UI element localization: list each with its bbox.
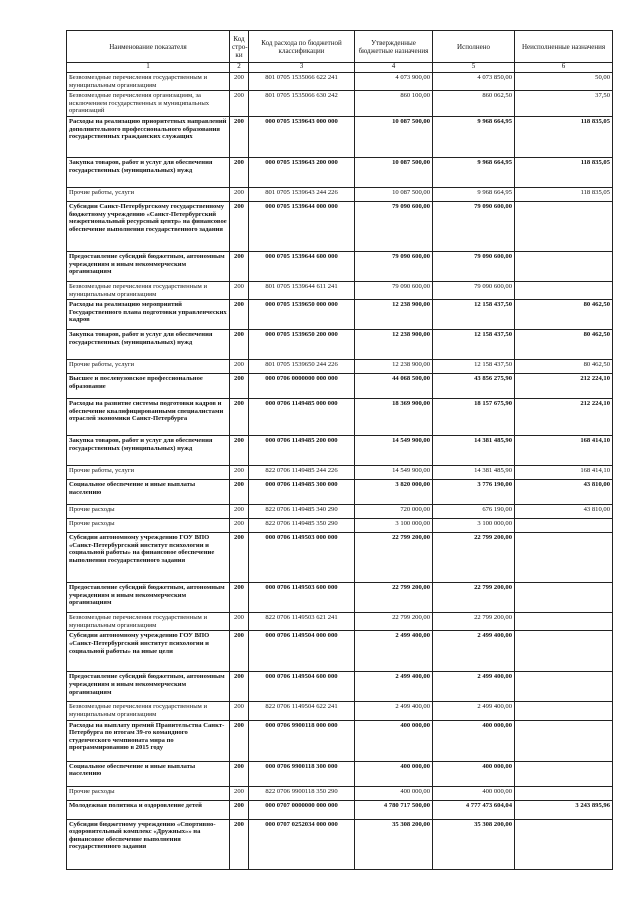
unexecuted-amount-cell <box>515 819 613 869</box>
table-body <box>67 73 613 870</box>
unexecuted-amount-cell <box>515 672 613 702</box>
executed-amount-cell: 860 062,50 <box>433 91 515 117</box>
unexecuted-amount-cell <box>515 251 613 281</box>
indicator-name-cell: Прочие работы, услуги <box>67 360 230 374</box>
column-number: 4 <box>355 63 433 73</box>
unexecuted-amount-cell <box>515 761 613 786</box>
table-row <box>67 201 613 251</box>
table-row <box>67 399 613 436</box>
indicator-name-cell: Прочие расходы <box>67 519 230 533</box>
table-row <box>67 330 613 360</box>
header-expense-code: Код расхода по бюджетной классификации <box>249 31 355 63</box>
approved-amount-cell: 400 000,00 <box>355 720 433 761</box>
unexecuted-amount-cell <box>515 281 613 299</box>
table-row <box>67 157 613 187</box>
executed-amount-cell: 400 000,00 <box>433 786 515 800</box>
indicator-name-cell: Прочие работы, услуги <box>67 187 230 201</box>
approved-amount-cell: 79 090 600,00 <box>355 281 433 299</box>
indicator-name-cell: Закупка товаров, работ и услуг для обеспечения государственных (муниципальных) нужд <box>67 157 230 187</box>
table-row <box>67 505 613 519</box>
approved-amount-cell: 10 087 500,00 <box>355 187 433 201</box>
budget-report-page <box>66 30 612 870</box>
indicator-name-cell: Субсидии Санкт-Петербургскому государственному бюджетному учреждению «Санкт-Петербургский межрегиональный ресурсный центр» на финансовое обеспечение выполнения государственного задания <box>67 201 230 251</box>
table-row <box>67 533 613 583</box>
expense-code-cell: 801 0705 1539650 244 226 <box>249 360 355 374</box>
line-code-cell: 200 <box>230 251 249 281</box>
approved-amount-cell: 400 000,00 <box>355 761 433 786</box>
line-code-cell: 200 <box>230 761 249 786</box>
expense-code-cell: 000 0706 9900118 300 000 <box>249 761 355 786</box>
executed-amount-cell: 35 308 200,00 <box>433 819 515 869</box>
header-approved: Утвержденные бюджетные назначения <box>355 31 433 63</box>
executed-amount-cell: 79 090 600,00 <box>433 251 515 281</box>
expense-code-cell: 801 0705 1539644 611 241 <box>249 281 355 299</box>
unexecuted-amount-cell: 43 810,00 <box>515 480 613 505</box>
indicator-name-cell: Безвозмездные перечисления государственным и муниципальным организациям <box>67 702 230 720</box>
expense-code-cell: 822 0706 1149485 244 226 <box>249 466 355 480</box>
line-code-cell: 200 <box>230 300 249 330</box>
expense-code-cell: 000 0706 1149485 000 000 <box>249 399 355 436</box>
table-row <box>67 583 613 613</box>
expense-code-cell: 822 0706 1149485 340 290 <box>249 505 355 519</box>
header-unexecuted: Неисполненные назначения <box>515 31 613 63</box>
unexecuted-amount-cell <box>515 519 613 533</box>
unexecuted-amount-cell: 212 224,10 <box>515 399 613 436</box>
executed-amount-cell: 9 968 664,95 <box>433 116 515 157</box>
table-row <box>67 672 613 702</box>
indicator-name-cell: Прочие расходы <box>67 786 230 800</box>
table-row <box>67 819 613 869</box>
line-code-cell: 200 <box>230 505 249 519</box>
expense-code-cell: 000 0706 1149485 300 000 <box>249 480 355 505</box>
unexecuted-amount-cell: 168 414,10 <box>515 436 613 466</box>
approved-amount-cell: 2 499 400,00 <box>355 631 433 672</box>
expense-code-cell: 000 0706 1149503 000 000 <box>249 533 355 583</box>
unexecuted-amount-cell <box>515 613 613 631</box>
unexecuted-amount-cell: 80 462,50 <box>515 330 613 360</box>
approved-amount-cell: 79 090 600,00 <box>355 201 433 251</box>
unexecuted-amount-cell: 3 243 895,96 <box>515 800 613 819</box>
indicator-name-cell: Расходы на выплату премий Правительства Санкт-Петербурга по итогам 39-го командного студенческого чемпионата мира по программированию в 2015 году <box>67 720 230 761</box>
line-code-cell: 200 <box>230 91 249 117</box>
executed-amount-cell: 9 968 664,95 <box>433 157 515 187</box>
expense-code-cell: 822 0706 1149485 350 290 <box>249 519 355 533</box>
executed-amount-cell: 79 090 600,00 <box>433 281 515 299</box>
executed-amount-cell: 14 381 485,90 <box>433 466 515 480</box>
indicator-name-cell: Безвозмездные перечисления государственным и муниципальным организациям <box>67 281 230 299</box>
indicator-name-cell: Предоставление субсидий бюджетным, автономным учреждениям и иным некоммерческим организациям <box>67 583 230 613</box>
expense-code-cell: 000 0705 1539643 000 000 <box>249 116 355 157</box>
indicator-name-cell: Закупка товаров, работ и услуг для обеспечения государственных (муниципальных) нужд <box>67 436 230 466</box>
header-indicator-name: Наименование показателя <box>67 31 230 63</box>
line-code-cell: 200 <box>230 672 249 702</box>
executed-amount-cell: 12 158 437,50 <box>433 330 515 360</box>
unexecuted-amount-cell: 43 810,00 <box>515 505 613 519</box>
indicator-name-cell: Закупка товаров, работ и услуг для обеспечения государственных (муниципальных) нужд <box>67 330 230 360</box>
unexecuted-amount-cell: 80 462,50 <box>515 360 613 374</box>
table-row <box>67 613 613 631</box>
table-row <box>67 720 613 761</box>
unexecuted-amount-cell: 118 835,05 <box>515 116 613 157</box>
approved-amount-cell: 22 799 200,00 <box>355 583 433 613</box>
approved-amount-cell: 3 100 000,00 <box>355 519 433 533</box>
executed-amount-cell: 2 499 400,00 <box>433 702 515 720</box>
line-code-cell: 200 <box>230 583 249 613</box>
indicator-name-cell: Молодежная политика и оздоровление детей <box>67 800 230 819</box>
line-code-cell: 200 <box>230 631 249 672</box>
line-code-cell: 200 <box>230 399 249 436</box>
line-code-cell: 200 <box>230 819 249 869</box>
executed-amount-cell: 18 157 675,90 <box>433 399 515 436</box>
table-row <box>67 519 613 533</box>
line-code-cell: 200 <box>230 466 249 480</box>
line-code-cell: 200 <box>230 201 249 251</box>
approved-amount-cell: 79 090 600,00 <box>355 251 433 281</box>
indicator-name-cell: Прочие работы, услуги <box>67 466 230 480</box>
unexecuted-amount-cell <box>515 702 613 720</box>
executed-amount-cell: 22 799 200,00 <box>433 613 515 631</box>
approved-amount-cell: 3 820 000,00 <box>355 480 433 505</box>
indicator-name-cell: Расходы на реализацию мероприятий Государственного плана подготовки управленческих кадров <box>67 300 230 330</box>
table-row <box>67 702 613 720</box>
expense-code-cell: 000 0705 1539650 200 000 <box>249 330 355 360</box>
executed-amount-cell: 9 968 664,95 <box>433 187 515 201</box>
executed-amount-cell: 2 499 400,00 <box>433 672 515 702</box>
executed-amount-cell: 22 799 200,00 <box>433 583 515 613</box>
line-code-cell: 200 <box>230 786 249 800</box>
indicator-name-cell: Предоставление субсидий бюджетным, автономным учреждениям и иным некоммерческим организациям <box>67 672 230 702</box>
expense-code-cell: 000 0705 1539644 600 000 <box>249 251 355 281</box>
unexecuted-amount-cell: 118 835,05 <box>515 157 613 187</box>
indicator-name-cell: Прочие расходы <box>67 505 230 519</box>
table-row <box>67 251 613 281</box>
line-code-cell: 200 <box>230 436 249 466</box>
approved-amount-cell: 4 780 717 500,00 <box>355 800 433 819</box>
executed-amount-cell: 3 776 190,00 <box>433 480 515 505</box>
expense-code-cell: 000 0706 1149504 000 000 <box>249 631 355 672</box>
executed-amount-cell: 43 856 275,90 <box>433 374 515 399</box>
expense-code-cell: 000 0706 1149503 600 000 <box>249 583 355 613</box>
executed-amount-cell: 12 158 437,50 <box>433 300 515 330</box>
indicator-name-cell: Безвозмездные перечисления государственным и муниципальным организациям <box>67 73 230 91</box>
unexecuted-amount-cell <box>515 720 613 761</box>
table-row <box>67 360 613 374</box>
table-header-row <box>67 31 613 63</box>
column-number: 2 <box>230 63 249 73</box>
unexecuted-amount-cell: 37,50 <box>515 91 613 117</box>
unexecuted-amount-cell <box>515 533 613 583</box>
approved-amount-cell: 720 000,00 <box>355 505 433 519</box>
line-code-cell: 200 <box>230 720 249 761</box>
table-row <box>67 800 613 819</box>
table-row <box>67 631 613 672</box>
executed-amount-cell: 22 799 200,00 <box>433 533 515 583</box>
unexecuted-amount-cell <box>515 583 613 613</box>
expense-code-cell: 000 0706 1149504 600 000 <box>249 672 355 702</box>
table-row <box>67 281 613 299</box>
column-number: 1 <box>67 63 230 73</box>
executed-amount-cell: 79 090 600,00 <box>433 201 515 251</box>
column-number: 3 <box>249 63 355 73</box>
executed-amount-cell: 4 073 850,00 <box>433 73 515 91</box>
indicator-name-cell: Безвозмездные перечисления государственным и муниципальным организациям <box>67 613 230 631</box>
approved-amount-cell: 2 499 400,00 <box>355 672 433 702</box>
line-code-cell: 200 <box>230 702 249 720</box>
line-code-cell: 200 <box>230 480 249 505</box>
table-row <box>67 374 613 399</box>
executed-amount-cell: 4 777 473 604,04 <box>433 800 515 819</box>
indicator-name-cell: Субсидии бюджетному учреждению «Спортивно-оздоровительный комплекс «Дружных»» на финансовое обеспечение выполнения государственного задания <box>67 819 230 869</box>
expense-code-cell: 000 0705 1539643 200 000 <box>249 157 355 187</box>
expense-code-cell: 801 0705 1539643 244 226 <box>249 187 355 201</box>
table-row <box>67 786 613 800</box>
line-code-cell: 200 <box>230 360 249 374</box>
indicator-name-cell: Расходы на реализацию приоритетных направлений дополнительного профессионального образования государственных гражданских служащих <box>67 116 230 157</box>
approved-amount-cell: 400 000,00 <box>355 786 433 800</box>
indicator-name-cell: Расходы на развитие системы подготовки кадров и обеспечение квалифицированными специалистами отраслей экономики Санкт-Петербурга <box>67 399 230 436</box>
approved-amount-cell: 12 238 900,00 <box>355 330 433 360</box>
line-code-cell: 200 <box>230 116 249 157</box>
expense-code-cell: 801 0705 1535066 630 242 <box>249 91 355 117</box>
approved-amount-cell: 14 549 900,00 <box>355 436 433 466</box>
indicator-name-cell: Высшее и послевузовское профессиональное образование <box>67 374 230 399</box>
line-code-cell: 200 <box>230 374 249 399</box>
line-code-cell: 200 <box>230 330 249 360</box>
expense-code-cell: 000 0705 1539650 000 000 <box>249 300 355 330</box>
expense-code-cell: 000 0707 0252034 000 000 <box>249 819 355 869</box>
indicator-name-cell: Безвозмездные перечисления организациям, за исключением государственных и муниципальных организаций <box>67 91 230 117</box>
line-code-cell: 200 <box>230 187 249 201</box>
approved-amount-cell: 14 549 900,00 <box>355 466 433 480</box>
expense-code-cell: 801 0705 1535066 622 241 <box>249 73 355 91</box>
table-row <box>67 480 613 505</box>
header-line-code: Код стро-ки <box>230 31 249 63</box>
expense-code-cell: 822 0706 9900118 350 290 <box>249 786 355 800</box>
line-code-cell: 200 <box>230 613 249 631</box>
unexecuted-amount-cell <box>515 786 613 800</box>
approved-amount-cell: 2 499 400,00 <box>355 702 433 720</box>
approved-amount-cell: 22 799 200,00 <box>355 613 433 631</box>
column-number-row <box>67 63 613 73</box>
line-code-cell: 200 <box>230 281 249 299</box>
approved-amount-cell: 44 068 500,00 <box>355 374 433 399</box>
expense-code-cell: 822 0706 1149504 622 241 <box>249 702 355 720</box>
expense-code-cell: 000 0706 1149485 200 000 <box>249 436 355 466</box>
table-row <box>67 761 613 786</box>
table-row <box>67 466 613 480</box>
expense-code-cell: 000 0706 9900118 000 000 <box>249 720 355 761</box>
expense-code-cell: 822 0706 1149503 621 241 <box>249 613 355 631</box>
expense-code-cell: 000 0707 0000000 000 000 <box>249 800 355 819</box>
unexecuted-amount-cell: 118 835,05 <box>515 187 613 201</box>
indicator-name-cell: Социальное обеспечение и иные выплаты населению <box>67 480 230 505</box>
line-code-cell: 200 <box>230 73 249 91</box>
executed-amount-cell: 676 190,00 <box>433 505 515 519</box>
indicator-name-cell: Субсидии автономному учреждению ГОУ ВПО «Санкт-Петербургский институт психологии и социальной работы» на иные цели <box>67 631 230 672</box>
approved-amount-cell: 10 087 500,00 <box>355 157 433 187</box>
approved-amount-cell: 860 100,00 <box>355 91 433 117</box>
unexecuted-amount-cell: 50,00 <box>515 73 613 91</box>
executed-amount-cell: 400 000,00 <box>433 761 515 786</box>
header-executed: Исполнено <box>433 31 515 63</box>
expense-code-cell: 000 0706 0000000 000 000 <box>249 374 355 399</box>
table-row <box>67 187 613 201</box>
approved-amount-cell: 12 238 900,00 <box>355 300 433 330</box>
unexecuted-amount-cell <box>515 201 613 251</box>
table-row <box>67 73 613 91</box>
table-row <box>67 116 613 157</box>
line-code-cell: 200 <box>230 519 249 533</box>
table-row <box>67 91 613 117</box>
executed-amount-cell: 14 381 485,90 <box>433 436 515 466</box>
line-code-cell: 200 <box>230 533 249 583</box>
expense-code-cell: 000 0705 1539644 000 000 <box>249 201 355 251</box>
executed-amount-cell: 400 000,00 <box>433 720 515 761</box>
approved-amount-cell: 18 369 900,00 <box>355 399 433 436</box>
indicator-name-cell: Субсидии автономному учреждению ГОУ ВПО «Санкт-Петербургский институт психологии и социальной работы» на финансовое обеспечение выполнения государственного задания <box>67 533 230 583</box>
line-code-cell: 200 <box>230 800 249 819</box>
approved-amount-cell: 35 308 200,00 <box>355 819 433 869</box>
approved-amount-cell: 12 238 900,00 <box>355 360 433 374</box>
executed-amount-cell: 12 158 437,50 <box>433 360 515 374</box>
table-row <box>67 436 613 466</box>
unexecuted-amount-cell <box>515 631 613 672</box>
approved-amount-cell: 10 087 500,00 <box>355 116 433 157</box>
approved-amount-cell: 4 073 900,00 <box>355 73 433 91</box>
approved-amount-cell: 22 799 200,00 <box>355 533 433 583</box>
unexecuted-amount-cell: 80 462,50 <box>515 300 613 330</box>
unexecuted-amount-cell: 168 414,10 <box>515 466 613 480</box>
budget-execution-table <box>66 30 613 870</box>
table-row <box>67 300 613 330</box>
column-number: 6 <box>515 63 613 73</box>
executed-amount-cell: 2 499 400,00 <box>433 631 515 672</box>
indicator-name-cell: Предоставление субсидий бюджетным, автономным учреждениям и иным некоммерческим организациям <box>67 251 230 281</box>
line-code-cell: 200 <box>230 157 249 187</box>
executed-amount-cell: 3 100 000,00 <box>433 519 515 533</box>
column-number: 5 <box>433 63 515 73</box>
indicator-name-cell: Социальное обеспечение и иные выплаты населению <box>67 761 230 786</box>
unexecuted-amount-cell: 212 224,10 <box>515 374 613 399</box>
